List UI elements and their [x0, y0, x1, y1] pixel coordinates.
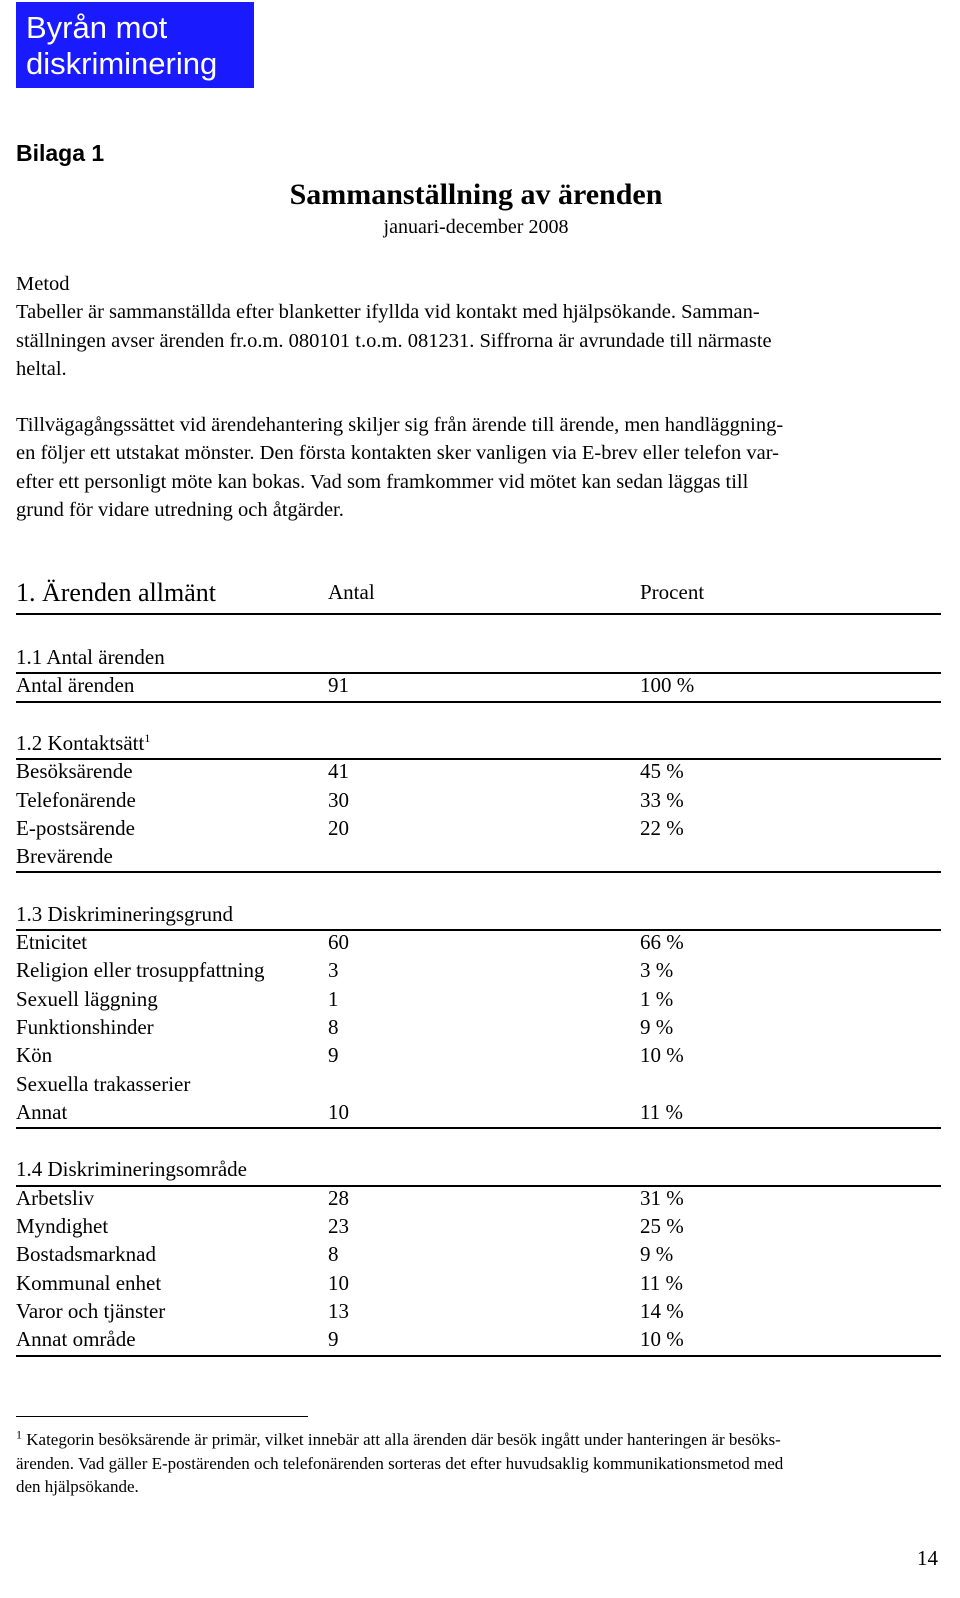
- column-header-antal: Antal: [328, 580, 375, 604]
- group-title-rule: [16, 929, 941, 931]
- row-procent: 3 %: [640, 958, 674, 983]
- row-antal: 10: [328, 1270, 349, 1295]
- row-procent: 10 %: [640, 1043, 684, 1068]
- page-number: 14: [917, 1546, 938, 1570]
- row-antal: 91: [328, 673, 349, 698]
- row-procent: 11 %: [640, 1099, 683, 1124]
- logo-line-1: Byrån mot: [26, 10, 168, 45]
- procedure-line: en följer ett utstakat mönster. Den första kontakten sker vanligen via E-brev eller telefon var-: [16, 442, 779, 465]
- row-antal: 28: [328, 1185, 349, 1210]
- row-label: Antal ärenden: [16, 673, 135, 698]
- row-label: Kön: [16, 1043, 53, 1068]
- group-title-text: 1.2 Kontaktsätt: [16, 730, 145, 755]
- logo: [16, 2, 254, 88]
- row-antal: 13: [328, 1298, 349, 1323]
- group-rule: [16, 1355, 941, 1357]
- row-label: Brevärende: [16, 844, 113, 869]
- row-procent: 33 %: [640, 787, 684, 812]
- row-label: Varor och tjänster: [16, 1298, 166, 1323]
- group-title: [16, 731, 150, 755]
- row-antal: 8: [328, 1014, 339, 1039]
- row-procent: 10 %: [640, 1327, 684, 1352]
- row-antal: 3: [328, 958, 339, 983]
- row-label: Annat: [16, 1099, 68, 1124]
- row-label: Religion eller trosuppfattning: [16, 958, 265, 983]
- procedure-line: Tillvägagångssättet vid ärendehantering skiljer sig från ärende till ärende, men handläggning-: [16, 414, 784, 436]
- row-antal: 23: [328, 1214, 349, 1238]
- group-title-text: 1.3 Diskrimineringsgrund: [16, 901, 233, 926]
- row-antal: 10: [328, 1099, 349, 1124]
- procedure-line: efter ett personligt möte kan bokas. Vad som framkommer vid mötet kan sedan läggas till: [16, 470, 749, 493]
- group-title-text: 1.4 Diskrimineringsområde: [16, 1157, 247, 1182]
- row-procent: 100 %: [640, 673, 695, 698]
- row-label: Sexuell läggning: [16, 986, 158, 1011]
- row-label: Telefonärende: [16, 787, 136, 812]
- appendix-label: Bilaga 1: [16, 140, 105, 166]
- row-antal: 1: [328, 986, 339, 1011]
- row-antal: 30: [328, 787, 349, 812]
- row-procent: 31 %: [640, 1185, 684, 1210]
- group-rule: [16, 701, 941, 703]
- section-heading: 1. Ärenden allmänt: [16, 578, 216, 607]
- row-procent: 25 %: [640, 1214, 684, 1238]
- row-antal: 9: [328, 1043, 339, 1068]
- row-procent: 1 %: [640, 986, 674, 1011]
- row-label: Bostadsmarknad: [16, 1242, 156, 1267]
- footnote-line: ärenden. Vad gäller E-postärenden och telefonärenden sorteras det efter huvudsaklig kommunikationsmetod med: [16, 1453, 784, 1473]
- row-antal: 9: [328, 1327, 339, 1352]
- row-label: Etnicitet: [16, 930, 88, 954]
- group-title: [16, 902, 233, 926]
- group-rule: [16, 871, 941, 873]
- row-procent: 9 %: [640, 1014, 674, 1039]
- row-label: Sexuella trakasserier: [16, 1071, 191, 1096]
- footnote-rule: [16, 1416, 308, 1417]
- footnote-line: den hjälpsökande.: [16, 1477, 139, 1496]
- logo-line-2: diskriminering: [26, 46, 218, 81]
- page-title: Sammanställning av ärenden: [289, 178, 663, 211]
- row-antal: 8: [328, 1242, 339, 1267]
- row-antal: 20: [328, 815, 349, 840]
- row-label: Myndighet: [16, 1214, 109, 1238]
- footnote: [16, 1428, 941, 1499]
- row-label: Arbetsliv: [16, 1185, 95, 1210]
- method-heading: Metod: [16, 273, 70, 295]
- group-rule: [16, 1127, 941, 1129]
- group-title-rule: [16, 758, 941, 760]
- group-title: [16, 1157, 247, 1181]
- method-line: Tabeller är sammanställda efter blanketter ifyllda vid kontakt med hjälpsökande. Samman-: [16, 301, 760, 324]
- procedure-paragraph: [16, 411, 941, 524]
- row-procent: 14 %: [640, 1298, 684, 1323]
- row-procent: 66 %: [640, 930, 684, 954]
- footnote-reference: 1: [144, 730, 151, 745]
- header-rule: [16, 613, 941, 615]
- row-procent: 11 %: [640, 1270, 683, 1295]
- page-subtitle: januari-december 2008: [383, 216, 569, 238]
- row-label: E-postsärende: [16, 815, 135, 840]
- row-label: Funktionshinder: [16, 1014, 154, 1039]
- group-title-rule: [16, 1185, 941, 1187]
- row-label: Annat område: [16, 1327, 136, 1352]
- row-label: Kommunal enhet: [16, 1270, 162, 1295]
- column-header-procent: Procent: [640, 580, 705, 604]
- group-title-rule: [16, 672, 941, 674]
- footnote-line: Kategorin besöksärende är primär, vilket innebär att alla ärenden där besök ingått under hanteringen är besöks-: [22, 1430, 781, 1449]
- method-line: heltal.: [16, 357, 67, 380]
- row-label: Besöksärende: [16, 759, 133, 784]
- group-title-text: 1.1 Antal ärenden: [16, 645, 165, 669]
- method-line: ställningen avser ärenden fr.o.m. 080101 t.o.m. 081231. Siffrorna är avrundade till närmaste: [16, 329, 772, 352]
- procedure-line: grund för vidare utredning och åtgärder.: [16, 498, 344, 521]
- row-antal: 41: [328, 759, 349, 784]
- row-antal: 60: [328, 930, 349, 954]
- row-procent: 9 %: [640, 1242, 674, 1267]
- group-title: [16, 645, 165, 669]
- method-section: [16, 270, 941, 383]
- footnote-mark: 1: [16, 1427, 22, 1442]
- row-procent: 45 %: [640, 759, 684, 784]
- row-procent: 22 %: [640, 815, 684, 840]
